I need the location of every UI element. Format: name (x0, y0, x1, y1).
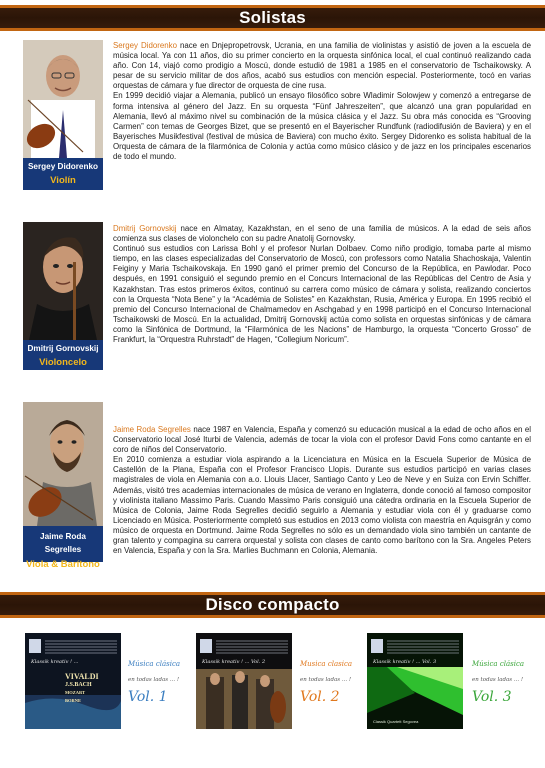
cd-label-vol: Vol. 3 (472, 689, 512, 705)
cd-cover (367, 633, 463, 729)
soloist-name-highlight: Sergey Didorenko (113, 41, 177, 50)
bio-paragraph: nace en Almatay, Kazakhstan, en el seno de una familia de músicos. A la edad de seis años comienza sus clases de violonchelo con su padre Anatolij Gornovsky. (113, 224, 531, 244)
cd-cover (25, 633, 121, 729)
cd-label (472, 660, 528, 705)
soloist-name-label: Jaime Roda Segrelles (40, 532, 86, 554)
bio-paragraph: En 1999 decidió viajar a Alemania, publicó un ensayo filosófico sobre Wladimir Solowjew y comenzó a entregarse de forma intensiva al género del Jazz. En su orquesta “Fünf Jahreszeiten”, que alcanzó una gran popularidad en Alemania, llevó al máximo nivel su combinación de la música clásica y el Jazz. Su obra más conocida es “Grooving Carmen” con temas de Georges Bizet, que se presentó en el Bayerischer Rundfunk (radiodifusión de Baviera) y en el Bayerisches Musikfestival (festival de música de Baviera) con mucho éxito. Sergey Didorenko es solista habitual de la Orquesta de cámara de la filarmónica de Colonia y actúa como músico clásico y de jazz en los principales escenarios de todo el mundo. (113, 91, 531, 162)
soloist-instrument-label: Violín (50, 175, 76, 186)
soloist-instrument-label: Viola & Barítono (26, 559, 100, 570)
soloist-name-highlight: Jaime Roda Segrelles (113, 425, 191, 434)
cd-label (128, 660, 184, 705)
cd-cover-title: Klassik kreativ ! ... (31, 659, 79, 665)
soloist-name-highlight: Dmitrij Gornovskij (113, 224, 177, 233)
section-title: Disco compacto (205, 595, 340, 614)
bio-paragraph: Continuó sus estudios con Larissa Bohl y el profesor Nurlan Dolbaev. Como niño prodigio, tomaba parte al mismo tiempo, en las clases especializadas del Conservatorio de Moscú, con professors como Natalia Shachoskaja, Valentin Feiginy y Maria Tschaikovskaja. En 1990 ganó el primer premio del Concurso de la República, en Pawlodar. Poco después, en 1991 consiguió el segundo premio en el Concurs Internacional de las Repúblicas del Centro de Asia y Kazakhstan. Tras estos primeros éxitos, continuó su carrera como músico de cámara y solista, realizando conciertos con la Orquesta “Nota Bene” y la “Académia de Solistes” en Kazakhstan, Rusia, América y Europa. En 1995 recibió el premio del Concurso Internacional de Chalmamedov en Aschgabad y en 1998 participó en el Concurso Internacional Tschaikowski de Moscú. En la actualidad, Dmitrij Gornovskij actúa como solista en orquestas sinfónicas y de cámara como la Sinfónica de Dortmund, la “Filarmónica de les Nacions” de Hamburgo, la orquesta “Concerto Grosso” de Frankfurt, la “Orquestra Ruhrstadt” de Hagen, “Collegium Noricum”. (113, 244, 531, 345)
soloist-photo (23, 40, 103, 158)
cd-label-title: Música clásica (472, 660, 525, 668)
soloist-bio (113, 41, 531, 162)
section-band-disco (0, 592, 545, 618)
cd-label-title: Musica clasica (300, 660, 353, 668)
bio-paragraph: nace en Dnjepropetrovsk, Ucrania, en una familia de violinistas y asistió de joven a la escuela de música local. Ya con 11 años, dio su primer concierto en la orquesta sinfónica local, el cual continuó realizando cada año. Con 14, viajó como prodigio a Moscú, donde estudió de 1981 a 1985 en el conservatorio de Tschaikowsky. A pesar de su servicio militar de dos años, acabó sus estudios con mención especial. Posteriormente, tocó en varias orquestas de cámara y fue director de orquesta de cine rusa. (113, 41, 531, 91)
cd-label-vol: Vol. 2 (300, 689, 340, 705)
soloist-bio (113, 224, 531, 345)
soloist-name-label: Dmitrij Gornovskij (27, 344, 99, 353)
soloist-instrument-label: Violoncelo (39, 357, 87, 368)
cd-label-vol: Vol. 1 (128, 689, 168, 705)
soloist-name-label: Sergey Didorenko (27, 162, 99, 171)
soloist-caption (23, 158, 103, 190)
bio-paragraph: En 2010 comienza a estudiar viola aspirando a la Licenciatura en Música en la Escuela Superior de Música de Castellón de la Plana, España con el Profesor Francisco Llopis. Durante sus estudios participó en varias clases magistrales de viola en Alemania con a.o. Llouis Llacer, Santiago Canto y Leo de Neve y en Suiza con Ervin Schiffer. Además, visitó tres academias internacionales de música de verano en Inglaterra, donde conoció al famoso compositor y violinista italiano Massimo Paris. Cuando Massimo Paris consiguió una cátedra ordinaria en la Escuela Superior de Música de Colonia, Jaime Roda Segrelles decidió seguirlo a Alemania y estudiar viola con él y graduarse como Licenciado en Música. Posteriormente completó sus estudios en 2013 como violista con maestría en Aquisgrán y como músico de orquesta en Dortmund. Jaime Roda Segrelles no sólo es un demandado viola sino también un cantante de gran talento y compagina su carrera orquestal y solista con clases de canto como barítono con la Sra. Angeles Peters en Valencia, España y con la Sra. Marlies Buchmann en Colonia, Alemania. (113, 455, 531, 556)
cd-label (300, 660, 356, 705)
cd-cover-line: BORNE (65, 698, 82, 703)
cd-label-title: Música clásica (128, 660, 181, 668)
cd-cover (196, 633, 292, 729)
bio-paragraph: nace 1987 en Valencia, España y comenzó su educación musical a la edad de ocho años en el Conservatorio local José Iturbi de Valencia, además de tocar la viola con el profesor David Fons como cantante en el coro de niños del Conservatorio. (113, 425, 531, 455)
cd-cover-line: J.S.BACH (65, 682, 92, 688)
soloist-bio (113, 425, 531, 556)
section-title: Solistas (239, 8, 306, 27)
cd-label-sub: en todas ladas ... ! (300, 677, 352, 683)
cd-cover-title: Klassik kreativ ! ... Vol. 2 (202, 659, 266, 665)
cd-cover-line: VIVALDI (65, 672, 99, 681)
cd-cover-title: Klassik kreativ ! ... Vol. 3 (373, 659, 437, 665)
soloist-photo (23, 402, 103, 526)
soloist-photo (23, 222, 103, 340)
soloist-caption (23, 526, 103, 570)
cd-cover-line: Classik Quartett Segovea (373, 719, 419, 724)
cd-cover-line: MOZART (65, 690, 86, 695)
cd-label-sub: en todas ladas ... ! (472, 677, 524, 683)
section-band-solistas (0, 5, 545, 31)
soloist-caption (23, 340, 103, 370)
cd-label-sub: en todas ladas ... ! (128, 677, 180, 683)
